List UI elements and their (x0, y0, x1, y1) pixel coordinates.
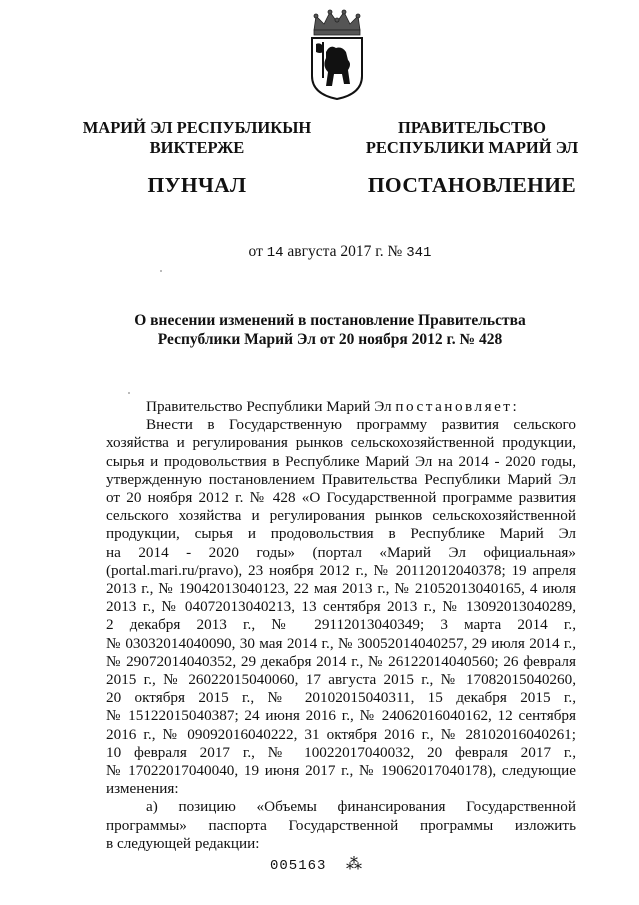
title-line2: Республики Марий Эл от 20 ноября 2012 г. № 428 (157, 331, 503, 348)
header-right-line2: РЕСПУБЛИКИ МАРИЙ ЭЛ (365, 138, 579, 157)
text-line: утвержденную постановлением Правительства Республики Марий Эл (106, 470, 576, 488)
date-month-year: августа 2017 г. № (287, 243, 403, 260)
text-line: 2013 г., № 04072013040213, 13 сентября 2013 г., № 13092013040289, (106, 598, 576, 616)
header-right (352, 118, 592, 195)
text-line: 2013 г., № 19042013040123, 22 мая 2013 г., № 21052013040165, 4 июля (106, 580, 576, 598)
text-line: 2016 г., № 09092016040222, 31 октября 2016 г., № 28102016040261; (106, 725, 576, 743)
text-line: а) позицию «Объемы финансирования Государственной (146, 798, 576, 816)
header-right-title: ПОСТАНОВЛЕНИЕ (367, 173, 577, 197)
text-line: № 15122015040387; 24 июня 2016 г., № 24062016040162, 12 сентября (106, 707, 576, 725)
header-left-title: ПУНЧАЛ (147, 173, 247, 197)
document-number: 341 (406, 245, 432, 261)
text-line: Внести в Государственную программу развития сельского (146, 416, 576, 434)
text-line: хозяйства и регулирования рынков сельскохозяйственной продукции, (106, 434, 576, 452)
intro-spaced: постановляет: (395, 398, 520, 415)
text-line: сельского хозяйства и регулирования рынков сельскохозяйственной (106, 507, 576, 525)
header-left-line2: ВИКТЕРЖЕ (149, 138, 245, 157)
text-line: № 29072014040352, 29 декабря 2014 г., № 26122014040560; 26 февраля (106, 652, 576, 670)
text-line: изменения: (106, 780, 179, 798)
body-lines (106, 416, 576, 798)
date-day: 14 (266, 245, 284, 261)
text-line: № 17022017040040, 19 июня 2017 г., № 19062017040178), следующие (106, 762, 576, 780)
text-line: 2 декабря 2013 г., № 29112013040349; 3 марта 2014 г., (106, 616, 576, 634)
document-body (106, 398, 576, 853)
text-line: № 03032014040090, 30 мая 2014 г., № 30052014040257, 29 июля 2014 г., (106, 634, 576, 652)
date-prefix: от (248, 243, 263, 260)
intro-paragraph (106, 398, 576, 416)
title-line1: О внесении изменений в постановление Правительства (134, 312, 526, 329)
text-line: 10 февраля 2017 г., № 10022017040032, 20 февраля 2017 г., (106, 743, 576, 761)
coat-of-arms-icon (302, 8, 372, 100)
text-line: (portal.mari.ru/pravo), 23 ноября 2012 г., № 20112012040378; 19 апреля (106, 561, 576, 579)
header-right-line1: ПРАВИТЕЛЬСТВО (398, 118, 546, 137)
item-a-lines (106, 798, 576, 853)
text-line: от 20 ноября 2012 г. № 428 «О Государственной программе развития (106, 489, 576, 507)
text-line: 2015 г., № 26022015040060, 17 августа 2015 г., № 17082015040260, (106, 671, 576, 689)
scan-speck (160, 270, 162, 272)
stamp-mark-icon: ⁂ (346, 856, 362, 873)
document-date (200, 243, 480, 261)
text-line: 20 октября 2015 г., № 20102015040311, 15 декабря 2015 г., (106, 689, 576, 707)
text-line: программы» паспорта Государственной программы изложить (106, 816, 576, 834)
text-line: сырья и продовольствия в Республике Марий Эл на 2014 - 2020 годы, (106, 452, 576, 470)
scan-speck (128, 392, 130, 394)
header-left (82, 118, 312, 195)
text-line: в следующей редакции: (106, 834, 260, 852)
text-line: на 2014 - 2020 годы» (портал «Марий Эл официальная» (106, 543, 576, 561)
text-line: продукции, сырья и продовольствия в Республике Марий Эл (106, 525, 576, 543)
header-left-line1: МАРИЙ ЭЛ РЕСПУБЛИКЫН (82, 118, 312, 137)
stamp-number: 005163 (270, 858, 327, 874)
intro-start: Правительство Республики Марий Эл (146, 398, 392, 415)
document-title (100, 311, 560, 349)
